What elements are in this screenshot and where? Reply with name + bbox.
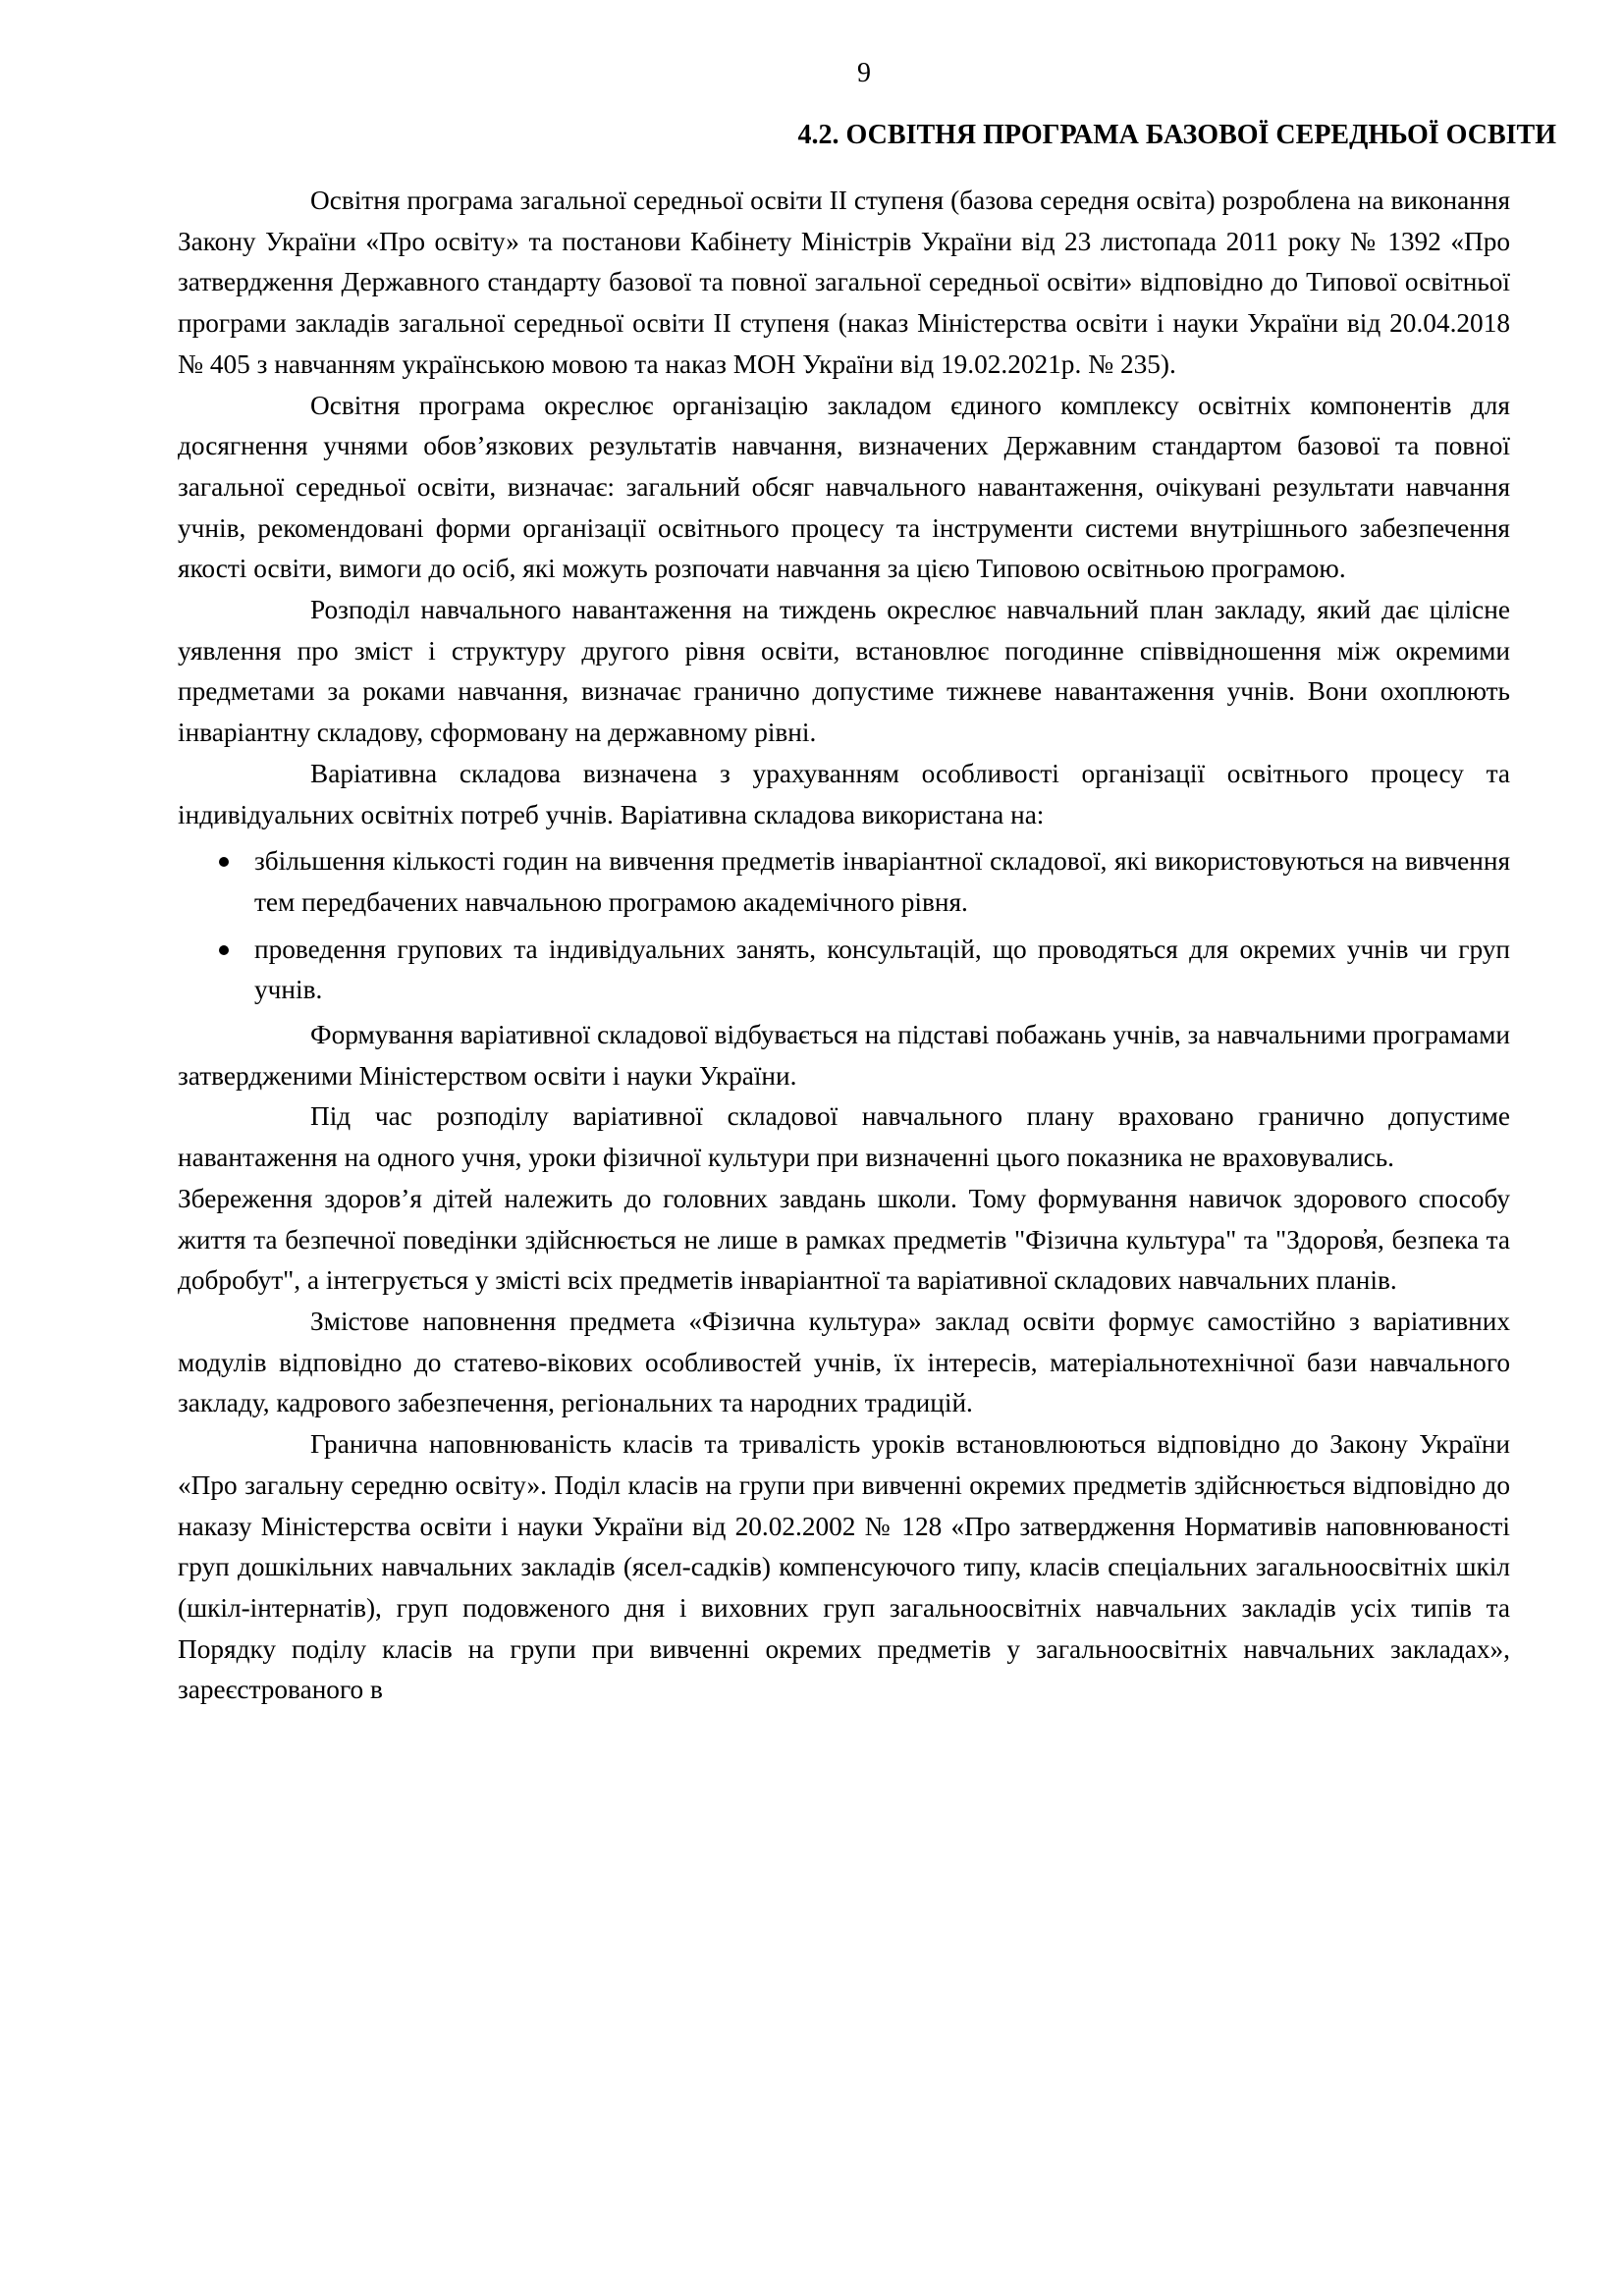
paragraph-max-load: Під час розподілу варіативної складової навчального плану враховано гранично допустиме навантаження на одного учня, уроки фізичної культури при визначенні цього показника не враховувались. [178, 1101, 1510, 1173]
list-item-text: збільшення кількості годин на вивчення предметів інваріантної складової, які використовуються на вивчення тем передбачених навчальною програмою академічного рівня. [254, 846, 1510, 917]
list-item-text: проведення групових та індивідуальних занять, консультацій, що проводяться для окремих учнів чи груп учнів. [254, 934, 1510, 1005]
paragraph-workload-distribution: Розподіл навчального навантаження на тиждень окреслює навчальний план закладу, який дає цілісне уявлення про зміст і структуру другого рівня освіти, встановлює погодинне співвідношення між окремими предметами за роками навчання, визначає гранично допустиме тижневе навантаження учнів. Вони охоплюють інваріантну складову, сформовану на державному рівні. [178, 595, 1510, 748]
paragraph-variative-formation: Формування варіативної складової відбувається на підставі побажань учнів, за навчальними програмами затвердженими Міністерством освіти і науки України. [178, 1020, 1510, 1091]
section-title [178, 119, 1556, 152]
page-number: 9 [857, 58, 871, 88]
paragraph-physical-culture: Змістове наповнення предмета «Фізична культура» заклад освіти формує самостійно з варіативних модулів відповідно до статево-вікових особливостей учнів, їх інтересів, матеріальнотехнічної бази навчального закладу, кадрового забезпечення, регіональних та народних традицій. [178, 1306, 1510, 1418]
bullet-icon [219, 945, 229, 955]
document-body [178, 181, 1510, 1711]
bullet-icon [219, 857, 229, 867]
bullet-list [178, 841, 1510, 1011]
section-title-text: 4.2. ОСВІТНЯ ПРОГРАМА БАЗОВОЇ СЕРЕДНЬОЇ ОСВІТИ [797, 120, 1556, 150]
paragraph-class-size: Гранична наповнюваність класів та тривалість уроків встановлюються відповідно до Закону України «Про загальну середню освіту». Поділ класів на групи при вивченні окремих предметів здійснюється відповідно до наказу Міністерства освіти і науки України від 20.02.2002 № 128 «Про затвердження Нормативів наповнюваності груп дошкільних навчальних закладів (ясел-садків) компенсуючого типу, класів спеціальних загальноосвітніх шкіл (шкіл-інтернатів), груп подовженого дня і виховних груп загальноосвітніх навчальних закладів усіх типів та Порядку поділу класів на групи при вивченні окремих предметів у загальноосвітніх навчальних закладах», зареєстрованого в [178, 1429, 1510, 1705]
list-item [178, 841, 1510, 923]
paragraph-program-basis: Освітня програма загальної середньої освіти ІІ ступеня (базова середня освіта) розроблена на виконання Закону України «Про освіту» та постанови Кабінету Міністрів України від 23 листопада 2011 року № 1392 «Про затвердження Державного стандарту базової та повної загальної середньої освіти» відповідно до Типової освітньої програми закладів загальної середньої освіти ІІ ступеня (наказ Міністерства освіти і науки України від 20.04.2018 № 405 з навчанням українською мовою та наказ МОН України від 19.02.2021р. № 235). [178, 186, 1510, 379]
paragraph-health: Збереження здоров’я дітей належить до головних завдань школи. Тому формування навичок здорового способу життя та безпечної поведінки здійснюється не лише в рамках предметів "Фізична культура" та "Здоров̓я, безпека та добробут", а інтегрується у змісті всіх предметів інваріантної та варіативної складових навчальних планів. [178, 1183, 1510, 1296]
list-item [178, 930, 1510, 1011]
paragraph-program-scope: Освітня програма окреслює організацію закладом єдиного комплексу освітніх компонентів для досягнення учнями обов’язкових результатів навчання, визначених Державним стандартом базової та повної загальної середньої освіти, визначає: загальний обсяг навчального навантаження, очікувані результати навчання учнів, рекомендовані форми організації освітнього процесу та інструменти системи внутрішнього забезпечення якості освіти, вимоги до осіб, які можуть розпочати навчання за цією Типовою освітньою програмою. [178, 390, 1510, 584]
paragraph-variative-component: Варіативна складова визначена з урахуванням особливості організації освітнього процесу та індивідуальних освітніх потреб учнів. Варіативна складова використана на: [178, 758, 1510, 829]
